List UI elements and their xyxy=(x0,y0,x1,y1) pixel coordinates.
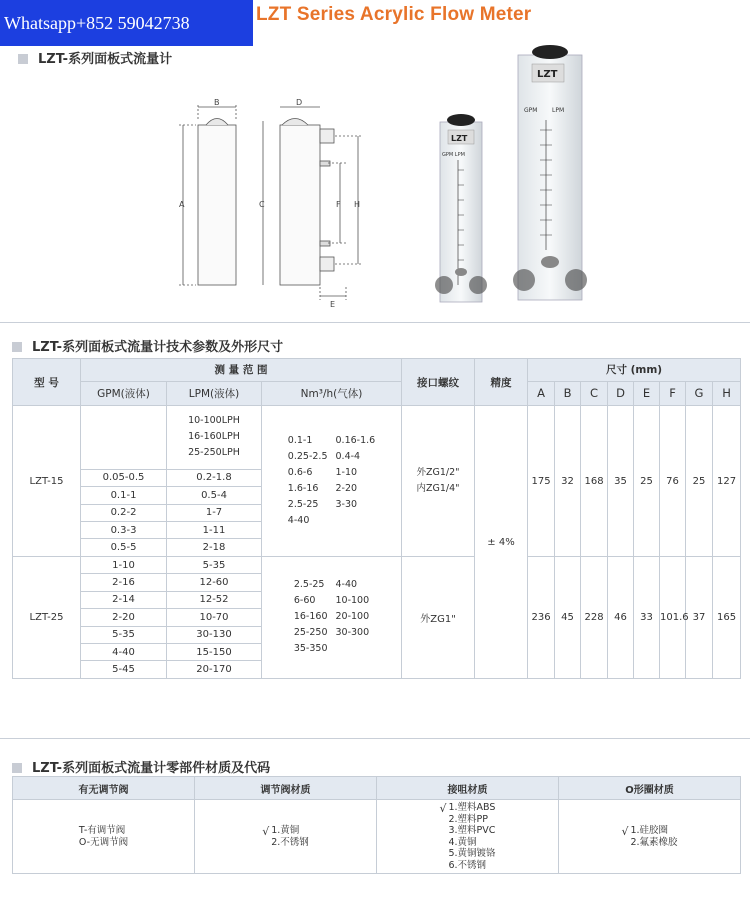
material-header: 调节阀材质 xyxy=(195,777,377,800)
header-lpm: LPM(液体) xyxy=(167,381,262,406)
spec-table xyxy=(12,358,741,679)
header-model: 型 号 xyxy=(13,359,81,406)
lph-cell xyxy=(167,406,262,470)
gas-value: 1.6-16 xyxy=(287,483,319,495)
accuracy-cell: ± 4% xyxy=(475,406,528,679)
dim-header-b: B xyxy=(555,381,581,406)
nozzle-material-cell xyxy=(377,800,559,874)
material-header: O形圈材质 xyxy=(559,777,741,800)
dim-label-a: A xyxy=(179,200,185,209)
dim-header-d: D xyxy=(608,381,634,406)
material-header: 接咀材质 xyxy=(377,777,559,800)
nozzle-material-option: 1.塑料ABS xyxy=(448,802,496,813)
lpm-cell: 20-170 xyxy=(167,661,262,679)
gas-value: 0.25-2.5 xyxy=(287,451,328,463)
lph-value: 16-160LPH xyxy=(188,431,240,443)
dim-value: 32 xyxy=(555,406,581,557)
dim-header-a: A xyxy=(528,381,555,406)
nozzle-material-option: 5.黄铜镀铬 xyxy=(448,848,496,859)
dim-value: 165 xyxy=(713,556,741,678)
lpm-cell: 10-70 xyxy=(167,609,262,626)
dim-value: 127 xyxy=(713,406,741,557)
section-title-materials xyxy=(12,757,270,776)
lph-value: 10-100LPH xyxy=(188,415,240,427)
valve-material-option: 1.黄铜 xyxy=(271,825,300,836)
large-meter-gpm-label: GPM xyxy=(524,107,538,114)
gas-range-cell xyxy=(262,406,402,557)
header-nm3: Nm³/h(气体) xyxy=(262,381,402,406)
gas-value: 4-40 xyxy=(335,579,358,591)
bullet-square-icon xyxy=(18,54,28,64)
large-meter-lpm-label: LPM xyxy=(552,107,565,114)
header-thread: 接口螺纹 xyxy=(402,359,475,406)
model-cell: LZT-25 xyxy=(13,556,81,678)
dim-label-h: H xyxy=(354,200,361,209)
dim-header-f: F xyxy=(660,381,686,406)
thread-cell xyxy=(402,406,475,557)
gas-value: 2-20 xyxy=(335,483,358,495)
valve-material-option: 2.不锈钢 xyxy=(271,836,309,848)
lpm-cell: 30-130 xyxy=(167,626,262,643)
divider-2 xyxy=(0,738,750,739)
dim-label-d: D xyxy=(296,98,303,107)
dim-header-g: G xyxy=(686,381,713,406)
lpm-cell: 0.5-4 xyxy=(167,487,262,504)
gpm-cell: 2-16 xyxy=(81,574,167,591)
dim-value: 228 xyxy=(581,556,608,678)
bullet-square-icon xyxy=(12,763,22,773)
large-meter-brand: LZT xyxy=(537,69,558,80)
lpm-cell: 1-7 xyxy=(167,504,262,521)
dim-label-b: B xyxy=(214,98,220,107)
dim-value: 45 xyxy=(555,556,581,678)
dim-label-f: F xyxy=(336,200,341,209)
dim-value: 46 xyxy=(608,556,634,678)
bullet-square-icon xyxy=(12,342,22,352)
page-title: LZT Series Acrylic Flow Meter xyxy=(256,4,532,25)
material-table xyxy=(12,776,741,874)
header-accuracy: 精度 xyxy=(475,359,528,406)
lpm-cell: 15-150 xyxy=(167,643,262,660)
gas-value: 16-160 xyxy=(293,611,328,623)
valve-option-cell xyxy=(13,800,195,874)
gas-value: 0.16-1.6 xyxy=(335,435,376,447)
dim-label-c: C xyxy=(259,200,265,209)
dim-header-h: H xyxy=(713,381,741,406)
gpm-cell: 5-35 xyxy=(81,626,167,643)
check-mark-icon: √ xyxy=(262,825,270,838)
table-cell xyxy=(81,406,167,470)
gpm-cell: 0.3-3 xyxy=(81,522,167,539)
gas-value: 2.5-25 xyxy=(287,499,319,511)
valve-material-cell xyxy=(195,800,377,874)
nozzle-material-option: 4.黄铜 xyxy=(448,836,477,848)
dim-value: 175 xyxy=(528,406,555,557)
product-photo xyxy=(428,40,598,310)
dim-value: 25 xyxy=(686,406,713,557)
model-cell: LZT-15 xyxy=(13,406,81,557)
nozzle-material-option: 2.塑料PP xyxy=(448,813,488,825)
thread-value: 外ZG1/2" xyxy=(416,467,460,479)
gpm-cell: 2-14 xyxy=(81,591,167,608)
header-gpm: GPM(液体) xyxy=(81,381,167,406)
dim-value: 33 xyxy=(634,556,660,678)
small-meter-brand: LZT xyxy=(451,134,468,143)
dim-header-c: C xyxy=(581,381,608,406)
header-dims: 尺寸 (mm) xyxy=(528,359,741,382)
lpm-cell: 12-60 xyxy=(167,574,262,591)
gas-value: 0.6-6 xyxy=(287,467,313,479)
thread-cell: 外ZG1" xyxy=(402,556,475,678)
header-range: 测 量 范 围 xyxy=(81,359,402,382)
section1-title-text: LZT-系列面板式流量计 xyxy=(38,52,173,67)
nozzle-material-option: 3.塑料PVC xyxy=(448,825,496,836)
gpm-cell: 2-20 xyxy=(81,609,167,626)
gas-value: 6-60 xyxy=(293,595,316,607)
gpm-cell: 0.5-5 xyxy=(81,539,167,556)
valve-option: O-无调节阀 xyxy=(78,836,129,848)
dimension-drawing xyxy=(170,95,370,310)
oring-material-option: 1.硅胶圈 xyxy=(630,825,669,836)
lpm-cell: 1-11 xyxy=(167,522,262,539)
oring-material-cell xyxy=(559,800,741,874)
gas-value: 35-350 xyxy=(293,643,328,655)
dim-value: 35 xyxy=(608,406,634,557)
gas-value: 2.5-25 xyxy=(293,579,325,591)
dim-value: 101.6 xyxy=(660,556,686,678)
section3-title-text: LZT-系列面板式流量计零部件材质及代码 xyxy=(32,761,271,776)
small-meter-scale-label: GPM LPM xyxy=(442,152,465,158)
dim-value: 168 xyxy=(581,406,608,557)
gpm-cell: 4-40 xyxy=(81,643,167,660)
nozzle-material-option: 6.不锈钢 xyxy=(448,859,487,871)
divider-1 xyxy=(0,322,750,323)
dim-value: 236 xyxy=(528,556,555,678)
lpm-cell: 0.2-1.8 xyxy=(167,469,262,486)
gas-value: 1-10 xyxy=(335,467,358,479)
gas-value: 10-100 xyxy=(335,595,370,607)
dim-header-e: E xyxy=(634,381,660,406)
dim-value: 37 xyxy=(686,556,713,678)
gpm-cell: 1-10 xyxy=(81,556,167,573)
gpm-cell: 0.05-0.5 xyxy=(81,469,167,486)
dim-value: 76 xyxy=(660,406,686,557)
lph-value: 25-250LPH xyxy=(188,447,240,459)
section-title-specs xyxy=(12,336,283,355)
gas-value: 25-250 xyxy=(293,627,328,639)
gpm-cell: 5-45 xyxy=(81,661,167,679)
section-title-overview xyxy=(18,48,172,67)
dim-label-e: E xyxy=(330,300,336,309)
lpm-cell: 5-35 xyxy=(167,556,262,573)
check-mark-icon: √ xyxy=(439,802,447,815)
gas-value: 0.4-4 xyxy=(335,451,361,463)
gas-value: 3-30 xyxy=(335,499,358,511)
section2-title-text: LZT-系列面板式流量计技术参数及外形尺寸 xyxy=(32,340,284,355)
material-header: 有无调节阀 xyxy=(13,777,195,800)
valve-option: T-有调节阀 xyxy=(78,825,126,836)
dim-value: 25 xyxy=(634,406,660,557)
check-mark-icon: √ xyxy=(621,825,629,838)
gas-range-cell xyxy=(262,556,402,678)
oring-material-option: 2.氟素橡胶 xyxy=(630,836,678,848)
gas-value: 0.1-1 xyxy=(287,435,313,447)
gpm-cell: 0.1-1 xyxy=(81,487,167,504)
gas-value: 4-40 xyxy=(287,515,310,527)
gas-value: 20-100 xyxy=(335,611,370,623)
thread-value: 内ZG1/4" xyxy=(416,483,460,495)
gas-value: 30-300 xyxy=(335,627,370,639)
whatsapp-banner: Whatsapp+852 59042738 xyxy=(0,0,253,46)
lpm-cell: 12-52 xyxy=(167,591,262,608)
lpm-cell: 2-18 xyxy=(167,539,262,556)
gpm-cell: 0.2-2 xyxy=(81,504,167,521)
